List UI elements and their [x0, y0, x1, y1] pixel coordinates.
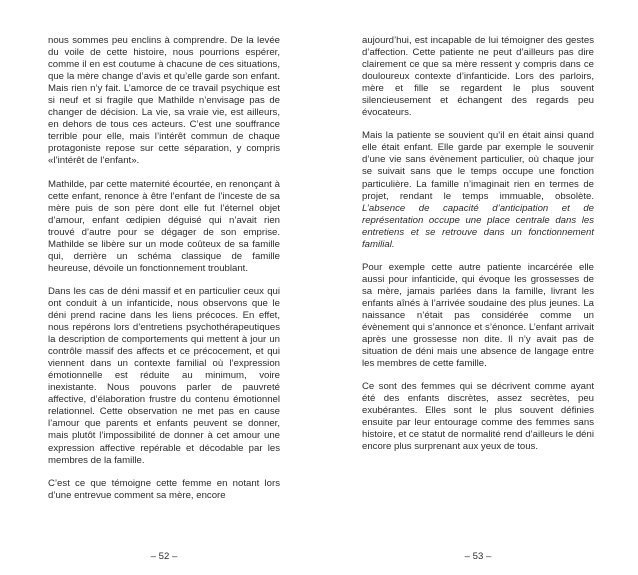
- paragraph: Pour exemple cette autre patiente incarcérée elle aussi pour infanticide, qui évoque les grossesses de sa mère, jamais parlées dans la famille, livrant les enfants aînés à l’arrivée soudaine des plus jeunes. La naissance n’était pas considérée comme un évènement qui s’annonce et s’énonce. L’enfant arrivait après une grossesse non dite. Il n’y avait pas de situation de déni mais une absence de langage entre les membres de cette famille.: [362, 261, 594, 370]
- paragraph: Dans les cas de déni massif et en particulier ceux qui ont conduit à un infanticide, nous observons que le déni prend racine dans les liens précoces. En effet, nous repérons lors d’entretiens psychothérapeutiques la description de comportements qui mettent à jour un contrôle massif des affects et ce précocement, et qui viennent dans un contexte familial où l’expression émotionnelle est réduite au minimum, voire inexistante. Nous pouvons parler de pauvreté affective, d’élaboration frustre du contenu émotionnel relationnel. Cette observation ne met pas en cause l’amour que parents et enfants peuvent se donner, mais plutôt l’impossibilité de donner à cet amour une expression affective repérable et décodable par les membres de la famille.: [48, 285, 280, 466]
- paragraph: Ce sont des femmes qui se décrivent comme ayant été des enfants discrètes, assez secrètes, peu exubérantes. Elles sont le plus souvent définies ensuite par leur entourage comme des femmes sans histoire, et ce statut de normalité rend d’ailleurs le déni encore plus surprenant aux yeux de tous.: [362, 381, 594, 453]
- paragraph-text: Mais la patiente se souvient qu’il en était ainsi quand elle était enfant. Elle garde par exemple le souvenir d’une vie sans évènement particulier, où chaque jour se suivait sans que le temps occupe une fonction particulière. La famille n’imaginait rien en termes de projet, rendant le temps immuable, obsolète.: [362, 130, 594, 202]
- paragraph: [362, 130, 594, 250]
- page-number-right: – 53 –: [464, 551, 492, 562]
- right-page-body: [362, 35, 594, 454]
- paragraph: nous sommes peu enclins à comprendre. De la levée du voile de cette histoire, nous pourrions espérer, comme il en est coutume à chacune de ces situations, que la mère change d’avis et qu’elle garde son enfant. Mais rien n’y fait. L’amorce de ce travail psychique est si neuf et si fragile que Mathilde n’envisage pas de changer de décision. La vie, sa vraie vie, est ailleurs, en dehors de tous ces acteurs. C’est une souffrance terrible pour elle, mais l’intérêt commun de chaque protagoniste repose sur cette séparation, y compris «l’intérêt de l’enfant».: [48, 35, 280, 167]
- italic-emphasis: L’absence de capacité d’anticipation et de représentation occupe une place centrale dans les entretiens et se retrouve dans un fonctionnement familial.: [362, 202, 594, 250]
- paragraph: aujourd’hui, est incapable de lui témoigner des gestes d’affection. Cette patiente ne peut d’ailleurs pas dire clairement ce que sa mère ressent y compris dans ce douloureux contexte d’infanticide. Lors des parloirs, mère et fille se regardent le plus souvent silencieusement et échangent des regards peu évocateurs.: [362, 35, 594, 119]
- paragraph: C’est ce que témoigne cette femme en notant lors d’une entrevue comment sa mère, encore: [48, 477, 280, 501]
- page-number-left: – 52 –: [150, 551, 178, 562]
- paragraph: Mathilde, par cette maternité écourtée, en renonçant à cette enfant, renonce à être l’enfant de l’inceste de sa mère puis de son père dont elle fut l’éternel objet d’amour, enfant œdipien déguisé qui n’avait rien trouvé d’autre pour se dégager de son emprise. Mathilde se libère sur un mode coûteux de sa famille qui, derrière un schéma classique de famille heureuse, dévoile un fonctionnement troublant.: [48, 178, 280, 274]
- left-page-body: [48, 35, 280, 502]
